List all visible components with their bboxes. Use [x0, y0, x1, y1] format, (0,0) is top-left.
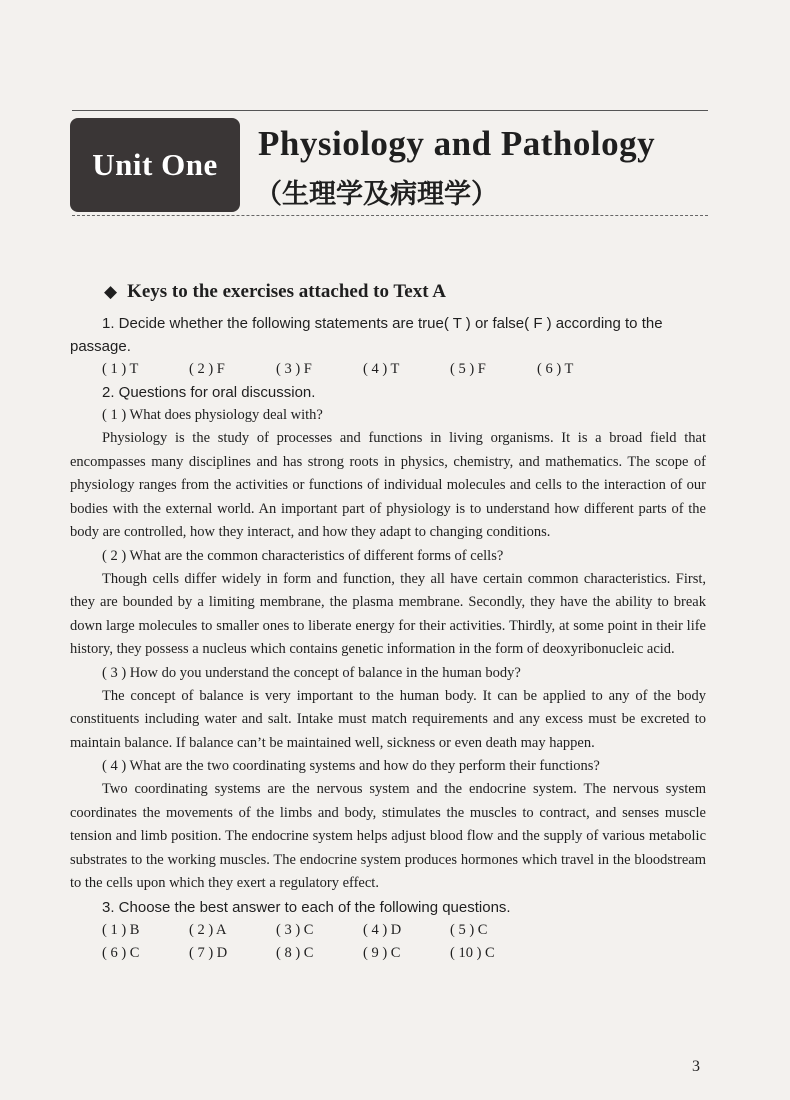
answer-item: ( 4 ) D — [363, 921, 402, 938]
answer-item: ( 5 ) F — [450, 361, 486, 377]
discussion-answer-2: Though cells differ widely in form and function, they all have certain common characteristics. First, they are bounded by a limiting membrane, the plasma membrane. Secondly, they have the ability to break down large molecules to smaller ones to liberate energy for their activities. Thirdly, at some point in their life history, they possess a nucleus which contains genetic information in the form of deoxyribonucleic acid. — [70, 570, 706, 657]
answer-item: ( 1 ) T — [102, 361, 139, 377]
exercise3-question: 3. Choose the best answer to each of the following questions. — [102, 898, 511, 916]
discussion-answer-1: Physiology is the study of processes and functions in living organisms. It is a broad field that encompasses many disciplines and has strong roots in physics, chemistry, and mathematics. The scope of physiology ranges from the activities or functions of individual molecules and cells to the interaction of our bodies with the external world. An important part of physiology is to understand how different parts of the body are controlled, how they interact, and how they adapt to changing conditions. — [70, 430, 706, 540]
answer-item: ( 3 ) F — [276, 361, 312, 377]
answer-item: ( 5 ) C — [450, 921, 488, 938]
discussion-question-4: ( 4 ) What are the two coordinating systems and how do they perform their functions? — [102, 758, 600, 774]
unit-title: Physiology and Pathology — [258, 124, 656, 163]
answer-item: ( 2 ) F — [189, 361, 225, 377]
discussion-question-3: ( 3 ) How do you understand the concept of balance in the human body? — [102, 664, 521, 681]
section-title: Keys to the exercises attached to Text A — [127, 281, 446, 302]
page-number: 3 — [692, 1058, 700, 1075]
answer-item: ( 4 ) T — [363, 361, 400, 377]
exercise1-question: 1. Decide whether the following statements are true( T ) or false( F ) according to the passage. — [70, 315, 663, 355]
answer-item: ( 2 ) A — [189, 921, 227, 938]
unit-subtitle: （生理学及病理学） — [255, 179, 498, 210]
exercise2-question: 2. Questions for oral discussion. — [102, 384, 316, 401]
answer-item: ( 10 ) C — [450, 944, 495, 961]
answer-item: ( 8 ) C — [276, 944, 314, 961]
discussion-question-2: ( 2 ) What are the common characteristics of different forms of cells? — [102, 547, 504, 564]
answer-item: ( 6 ) T — [537, 361, 574, 377]
answer-item: ( 7 ) D — [189, 944, 228, 961]
answer-item: ( 3 ) C — [276, 921, 314, 938]
discussion-answer-4: Two coordinating systems are the nervous system and the endocrine system. The nervous system coordinates the movements of the limbs and body, stimulates the muscles to contract, and senses muscle tension and limb position. The endocrine system helps adjust blood flow and the supply of various metabolic substrates to the working muscles. The endocrine system produces hormones which travel in the bloodstream to the cells upon which they exert a regulatory effect. — [70, 781, 706, 891]
exercise3-answers-row1 — [102, 919, 706, 942]
exercise1-answers — [102, 358, 706, 381]
answer-item: ( 1 ) B — [102, 921, 140, 938]
answer-item: ( 6 ) C — [102, 944, 140, 961]
top-rule — [72, 110, 708, 111]
diamond-bullet-icon: ◆ — [104, 282, 118, 301]
unit-label: Unit One — [92, 147, 218, 182]
dashed-divider — [72, 215, 708, 216]
answer-item: ( 9 ) C — [363, 944, 401, 961]
exercise3-answers-row2 — [102, 942, 706, 965]
exercise-content — [70, 312, 706, 965]
discussion-answer-3: The concept of balance is very important to the human body. It can be applied to any of the body constituents including water and salt. Intake must match requirements and any excess must be excreted to maintain balance. If balance can’t be maintained well, sickness or even death may happen. — [70, 687, 706, 751]
unit-label-box — [70, 118, 240, 212]
section-heading — [104, 281, 446, 303]
discussion-question-1: ( 1 ) What does physiology deal with? — [102, 407, 323, 423]
